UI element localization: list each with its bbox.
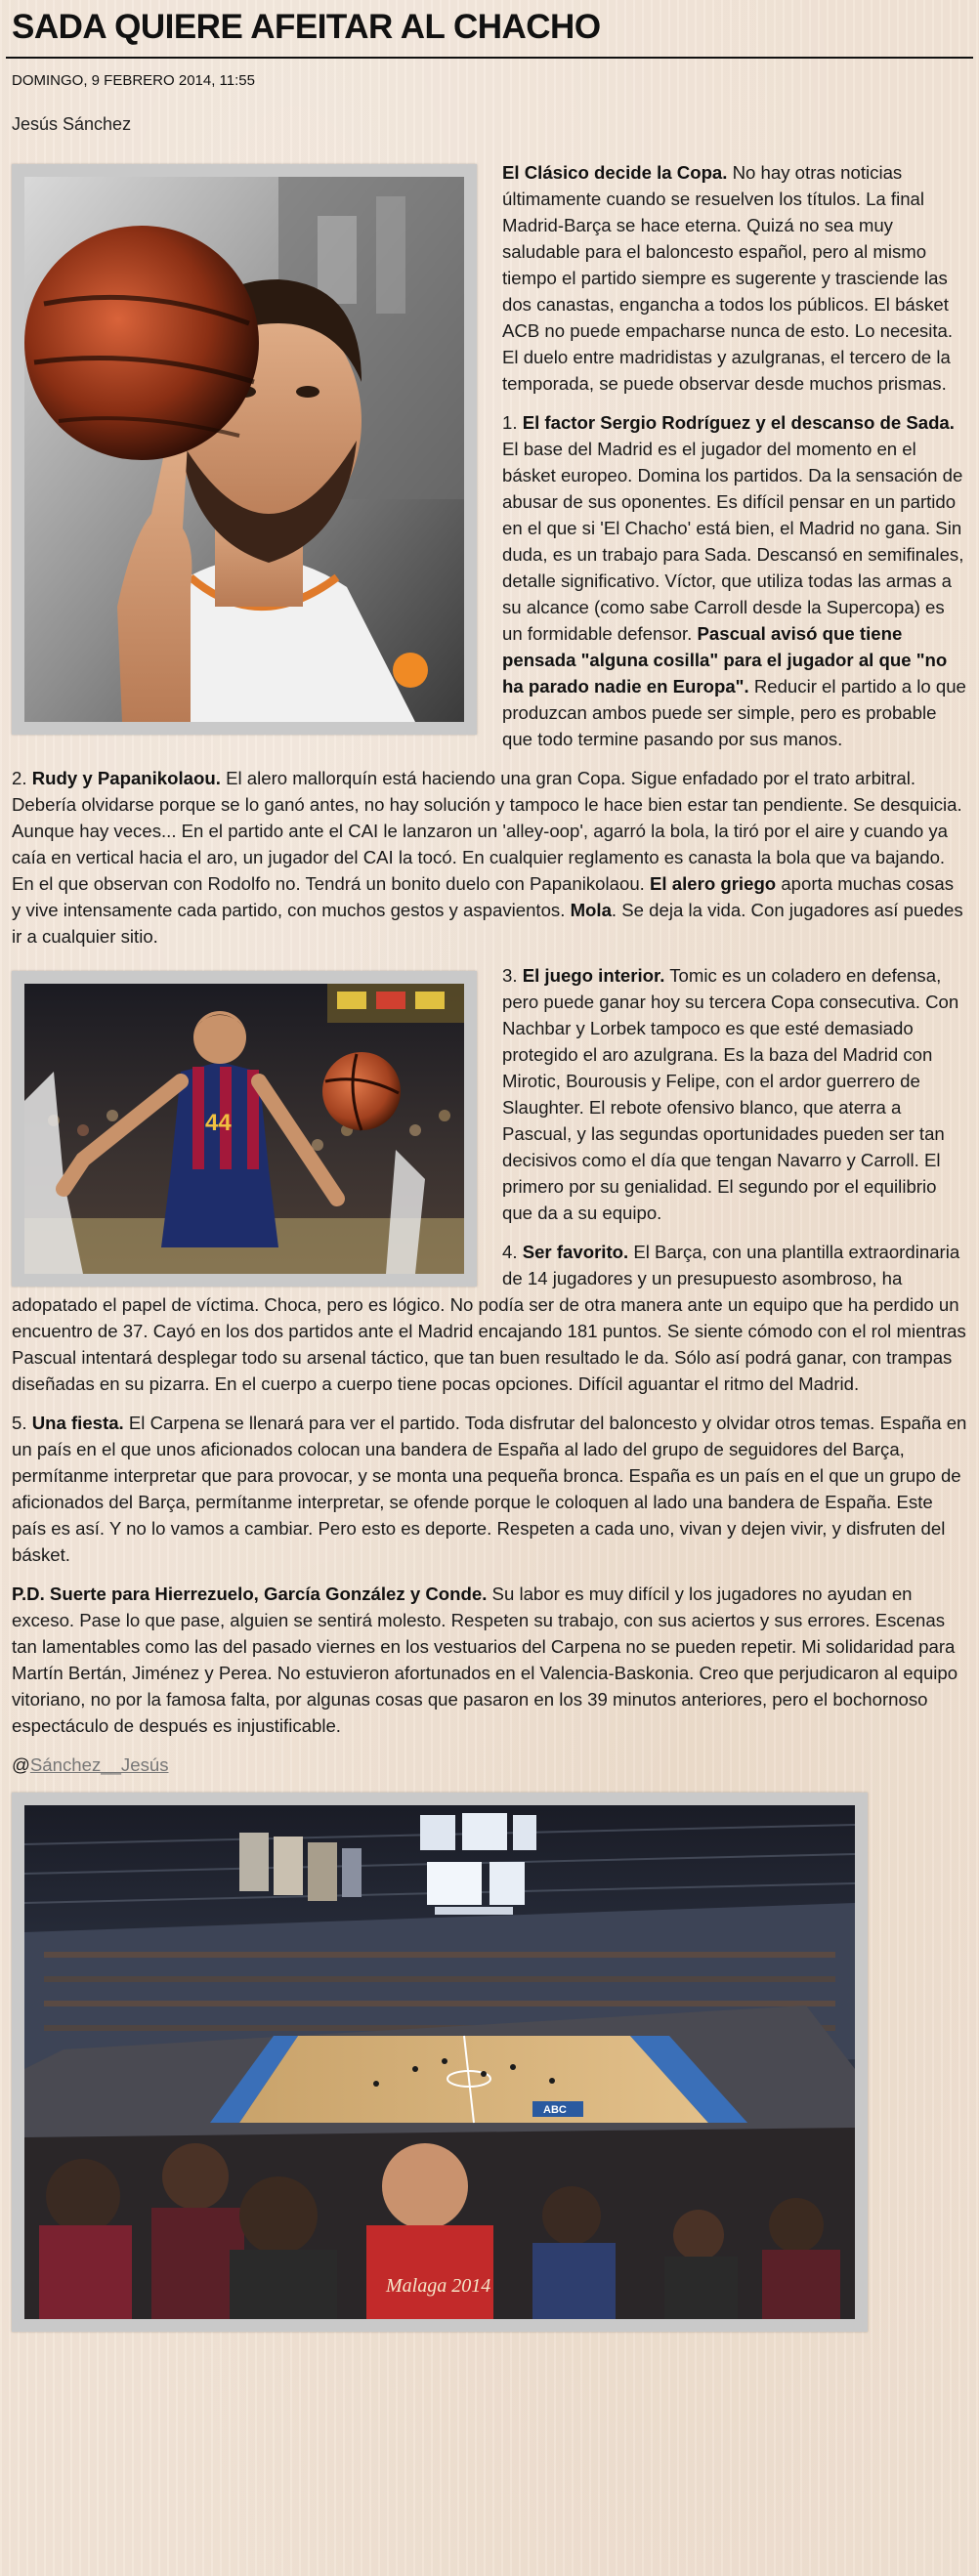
publish-date: DOMINGO, 9 FEBRERO 2014, 11:55 (12, 72, 255, 89)
paragraph-postscript (12, 1581, 967, 1739)
photo-player-spinning-ball (12, 164, 477, 735)
point-heading: El juego interior. (522, 965, 665, 986)
point-text: El Barça, con una plantilla extraordinaria de 14 jugadores y un presupuesto asombroso, ha adopatado el papel de víctima. Choca, pero es lógico. No podía ser de otra manera ante un equipo que ha perdido un encuentro de 37. Cayó en los dos partidos ante el Madrid encajando 181 puntos. Se siente cómodo con el rol mientras Pascual intentará desplegar todo su arsenal táctico, que tan buen resultado le da. Sólo así podrá ganar, con trampas diseñadas en su pizarra. En el cuerpo a cuerpo tiene pocas opciones. Difícil aguantar el ritmo del Madrid. (12, 1242, 966, 1394)
paragraph-intro-text: No hay otras noticias últimamente cuando se resuelven los títulos. La final Madrid-Barça se hace eterna. Quizá no sea muy saludable para el baloncesto español, pero al mismo tiempo el partido siempre es sugerente y trasciende las dos canastas, engancha a todos los públicos. El básket ACB no puede empacharse nunca de esto. Lo necesita. El duelo entre madridistas y azulgranas, el tercero de la temporada, se puede observar desde muchos prismas. (502, 162, 954, 394)
article-body (12, 159, 967, 2332)
point-emphasis: Pascual avisó que tiene pensada "alguna cosilla" para el jugador al que "no ha parado nadie en Europa". (502, 623, 948, 697)
point-heading: Una fiesta. (31, 1413, 124, 1433)
point-text: El base del Madrid es el jugador del momento en el básket europeo. Domina los partidos. Da la sensación de abusar de sus oponentes. Es difícil pensar en un partido en el que si 'El Chacho' está bien, el Madrid no gana. Sin duda, es un trabajo para Sada. Descansó en semifinales, detalle significativo. Víctor, que utiliza todas las armas a su alcance (como sabe Carroll desde la Supercopa) es un formidable defensor. (502, 439, 964, 644)
photo-arena-image (24, 1805, 855, 2319)
postscript-heading: P.D. Suerte para Hierrezuelo, García González y Conde. (12, 1584, 488, 1604)
point-number: 5. (12, 1413, 32, 1433)
photo-player-spinning-ball-image (24, 177, 464, 722)
paragraph-point-5 (12, 1410, 967, 1568)
point-text: El alero mallorquín está haciendo una gran Copa. Sigue enfadado por el trato arbitral. Debería olvidarse porque se lo ganó antes, no hay solución y tampoco le hace bien estar tan pendiente. Se desquicia. Aunque hay veces... En el partido ante el CAI le lanzaron un 'alley-oop', agarró la bola, la tiró por el aire y cuando ya caía en vertical hacia el aro, un jugador del CAI la tocó. En cualquier reglamento es canasta la bola que va bajando. En el que observan con Rodolfo no. Tendrá un bonito duelo con Papanikolaou. (12, 768, 962, 894)
point-emphasis: Mola (570, 900, 612, 920)
photo-arena (12, 1793, 868, 2332)
player-head (193, 1011, 246, 1064)
basketball-court (239, 2036, 708, 2123)
euroleague-logo (393, 653, 428, 688)
point-text: Tomic es un coladero en defensa, pero puede ganar hoy su tercera Copa consecutiva. Con Nachbar y Lorbek tampoco es que esté demasiado protegido el aro azulgrana. Es la baza del Madrid con Mirotic, Bourousis y Felipe, con el ardor guerrero de Slaughter. El rebote ofensivo blanco, que aterra a Pascual, y las segundas oportunidades pueden ser tan decisivos como el día que tengan Navarro y Carroll. El primero por su genialidad. El segundo por el equilibrio que da a su equipo. (502, 965, 959, 1223)
court-logo-text: ABC (543, 2104, 567, 2116)
shirt-print-text: Malaga 2014 (386, 2275, 491, 2297)
twitter-handle-link[interactable]: Sánchez__Jesús (29, 1754, 169, 1775)
page-title: SADA QUIERE AFEITAR AL CHACHO (12, 8, 601, 46)
postscript-text: Su labor es muy difícil y los jugadores no ayudan en exceso. Pase lo que pase, alguien se sentirá molesto. Respeten su trabajo, con sus aciertos y sus errores. Escenas tan lamentables como las del pasado viernes en los vestuarios del Carpena no se pueden repetir. Mi solidaridad para Martín Bertán, Jiménez y Perea. No estuvieron afortunados en el Valencia-Baskonia. Creo que perjudicaron al equipo vitoriano, no por la famosa falta, por algunas cosas que pasaron en los 39 minutos anteriores, pero el bochornoso espectáculo de después es injustificable. (12, 1584, 958, 1736)
point-number: 1. (502, 412, 523, 433)
point-heading: Ser favorito. (522, 1242, 629, 1262)
point-number: 2. (12, 768, 32, 788)
photo-barca-player-image (24, 984, 464, 1274)
photo-barca-player (12, 971, 477, 1287)
scoreboard (420, 1813, 536, 1915)
jersey-number: 44 (205, 1110, 232, 1136)
point-text: . Se deja la vida. Con jugadores así puedes ir a cualquier sitio. (12, 900, 963, 947)
basketball (322, 1052, 401, 1130)
title-divider (6, 57, 973, 59)
point-heading: El factor Sergio Rodríguez y el descanso de Sada. (522, 412, 955, 433)
point-number: 4. (502, 1242, 523, 1262)
point-text: Reducir el partido a lo que produzcan ambos puede ser simple, pero es probable que todo termine pasando por sus manos. (502, 676, 966, 749)
author-name: Jesús Sánchez (12, 114, 132, 134)
paragraph-point-2 (12, 765, 967, 950)
point-emphasis: El alero griego (650, 873, 777, 894)
spinning-basketball (24, 226, 259, 460)
point-heading: Rudy y Papanikolaou. (31, 768, 221, 788)
at-symbol: @ (12, 1754, 30, 1775)
point-text: aporta muchas cosas y vive intensamente cada partido, con muchos gestos y aspavientos. (12, 873, 955, 920)
point-text: El Carpena se llenará para ver el partido. Toda disfrutar del baloncesto y olvidar otros temas. España en un país en el que unos aficionados colocan una bandera de España al lado del grupo de seguidores del Barça, permítanme interpretar que para provocar, y se monta una pequeña bronca. España es un país en el que un grupo de aficionados del Barça, permítanme interpretar, se ofende porque le coloquen al lado una bandera de España. Este país es así. Y no lo vamos a cambiar. Pero esto es deporte. Respeten a cada uno, vivan y dejen vivir, y disfruten del básket. (12, 1413, 967, 1565)
point-number: 3. (502, 965, 523, 986)
author-twitter-handle (12, 1752, 967, 1778)
paragraph-intro-lead: El Clásico decide la Copa. (502, 162, 728, 183)
